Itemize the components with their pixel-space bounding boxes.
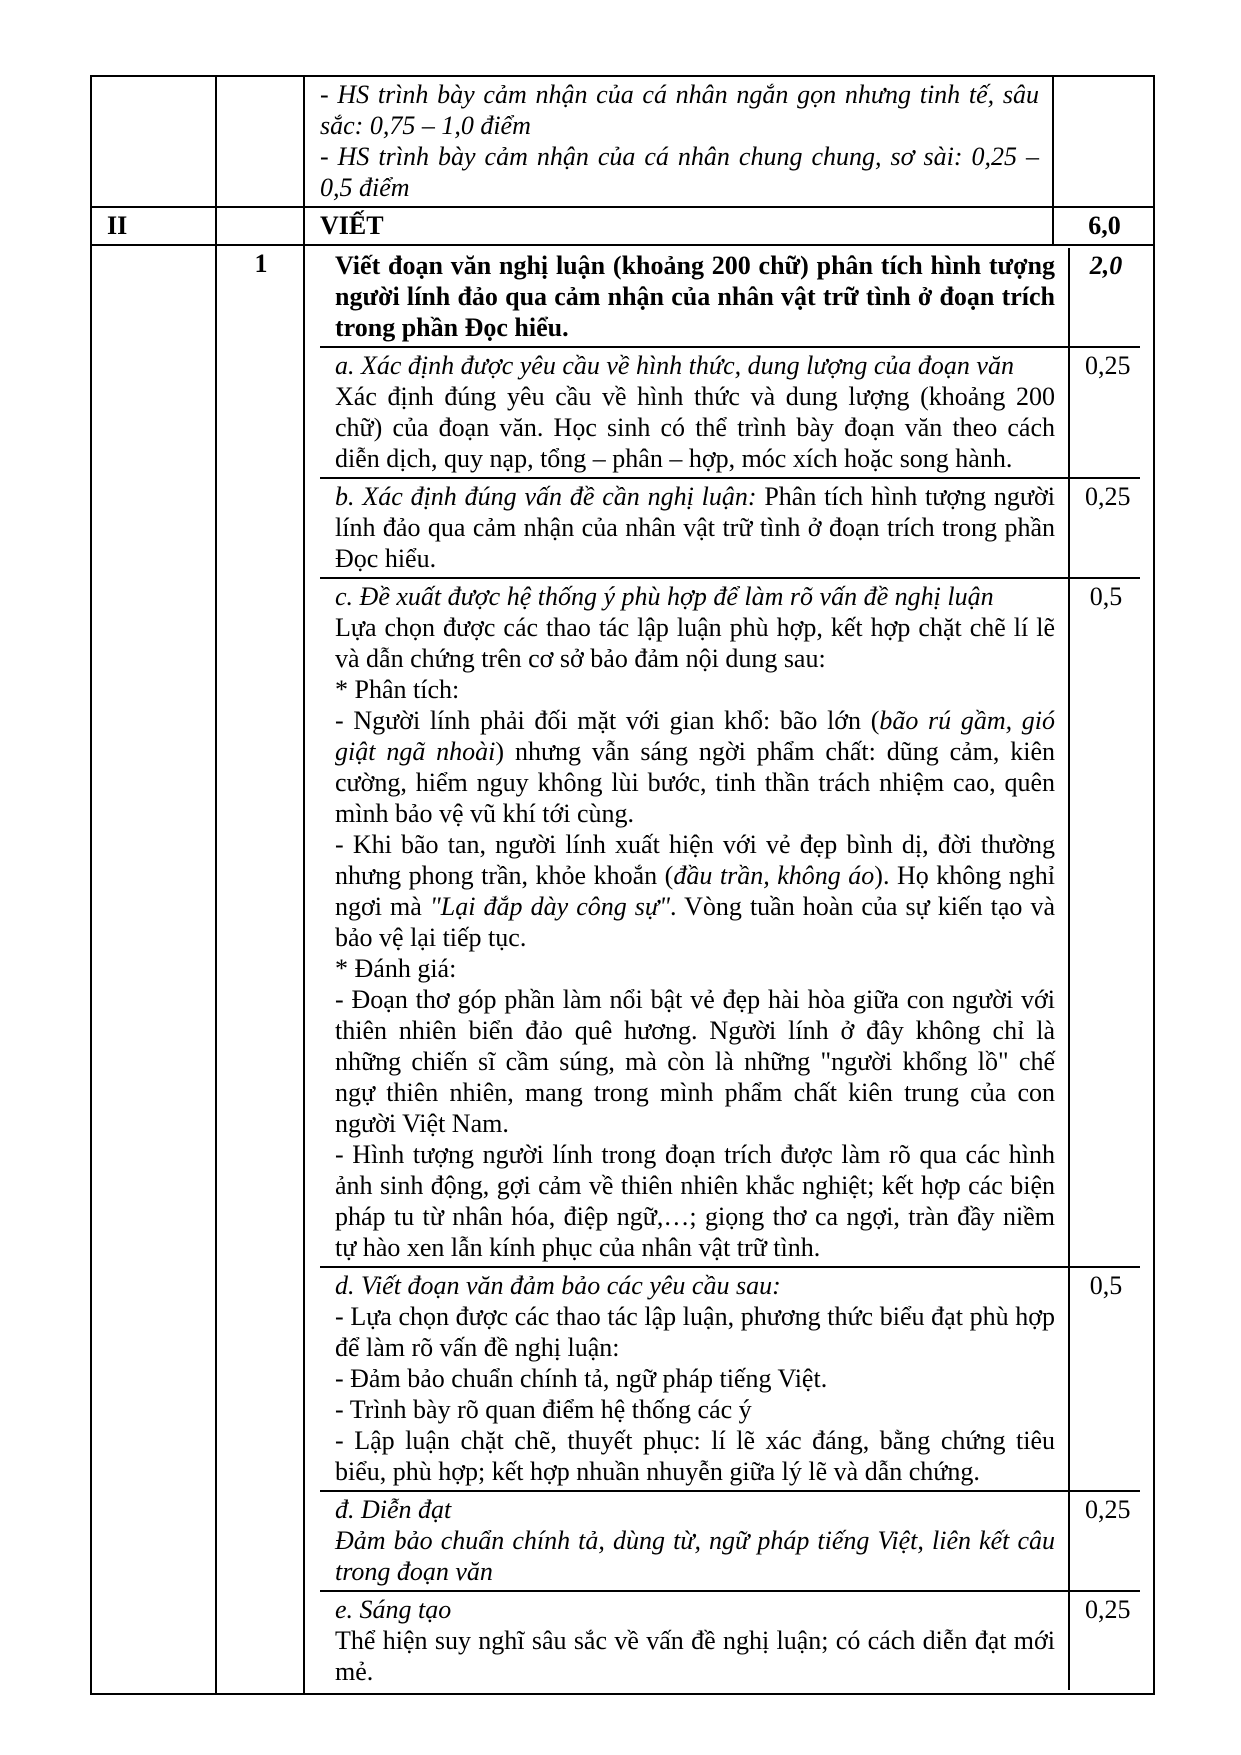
paragraph (335, 1139, 1055, 1263)
paragraph (335, 1594, 1055, 1625)
points-value: 2,0 (1089, 251, 1123, 280)
text-run: - Lựa chọn được các thao tác lập luận, phương thức biểu đạt phù hợp để làm rõ vấn đề nghị luận: (335, 1302, 1055, 1362)
paragraph (335, 1301, 1055, 1363)
criteria-row (320, 347, 1140, 478)
rubric-table (90, 75, 1153, 1695)
cell-points (1053, 207, 1154, 245)
table-row (91, 245, 1154, 1694)
text-run: Thể hiện suy nghĩ sâu sắc về vấn đề nghị luận; có cách diễn đạt mới mẻ. (335, 1626, 1055, 1686)
paragraph (335, 350, 1055, 381)
cell-question-number: 1 (216, 245, 304, 1694)
cell-section-number (91, 76, 216, 207)
points-value: 0,5 (1089, 582, 1123, 611)
criteria-content (320, 248, 1069, 347)
text-run: - Lập luận chặt chẽ, thuyết phục: lí lẽ xác đáng, bằng chứng tiêu biểu, phù hợp; kết hợp nhuần nhuyễn giữa lý lẽ và dẫn chứng. (335, 1426, 1055, 1486)
paragraph (335, 1525, 1055, 1587)
cell-section-number: II (91, 207, 216, 245)
cell-points (1053, 76, 1154, 207)
table-row (91, 76, 1154, 207)
criteria-content (320, 1491, 1069, 1591)
points-value: 0,25 (1085, 351, 1131, 380)
paragraph (335, 1270, 1055, 1301)
text-run: e. Sáng tạo (335, 1595, 452, 1624)
text-run: bão rú gầm, gió giật ngã nhoài (335, 706, 1055, 766)
paragraph (335, 1394, 1055, 1425)
paragraph (320, 141, 1039, 203)
cell-subtable (304, 245, 1154, 1694)
points-value: 6,0 (1088, 211, 1121, 240)
criteria-points (1069, 578, 1140, 1267)
criteria-points (1069, 1591, 1140, 1690)
points-value: 0,25 (1085, 482, 1131, 511)
text-run: - Người lính phải đối mặt với gian khổ: bão lớn ( (335, 706, 880, 735)
text-run: a. Xác định được yêu cầu về hình thức, dung lượng của đoạn văn (335, 351, 1014, 380)
criteria-points (1069, 478, 1140, 578)
text-run: Phân tích hình tượng người lính đảo qua cảm nhận của nhân vật trữ tình ở đoạn trích trong phần Đọc hiểu. (335, 482, 1056, 573)
text-run: ) nhưng vẫn sáng ngời phẩm chất: dũng cảm, kiên cường, hiểm nguy không lùi bước, tinh thần trách nhiệm cao, quên mình bảo vệ vũ khí tới cùng. (335, 737, 1056, 828)
text-run: . Vòng tuần hoàn của sự kiến tạo và bảo vệ lại tiếp tục. (335, 892, 1055, 952)
criteria-row (320, 248, 1140, 347)
text-run: - Đoạn thơ góp phần làm nổi bật vẻ đẹp hài hòa giữa con người với thiên nhiên biển đảo quê hương. Người lính ở đây không chỉ là những chiến sĩ cầm súng, mà còn là những "người khổng lồ" chế ngự thiên nhiên, mang trong mình phẩm chất kiên trung của con người Việt Nam. (335, 985, 1055, 1138)
paragraph (335, 381, 1055, 474)
criteria-row (320, 1267, 1140, 1491)
grading-rubric-table (90, 75, 1155, 1695)
paragraph (335, 481, 1055, 574)
cell-content (304, 207, 1053, 245)
paragraph (335, 1494, 1055, 1525)
text-run: d. Viết đoạn văn đảm bảo các yêu cầu sau: (335, 1271, 781, 1300)
criteria-points (1069, 347, 1140, 478)
paragraph (335, 705, 1055, 829)
criteria-row (320, 578, 1140, 1267)
text-run: * Đánh giá: (335, 954, 457, 983)
cell-section-number (91, 245, 216, 1694)
paragraph (335, 581, 1055, 612)
text-run: c. Đề xuất được hệ thống ý phù hợp để làm rõ vấn đề nghị luận (335, 582, 994, 611)
cell-content (304, 76, 1053, 207)
text-run: - HS trình bày cảm nhận của cá nhân chung chung, sơ sài: 0,25 – 0,5 điểm (320, 142, 1039, 202)
text-run: - Hình tượng người lính trong đoạn trích được làm rõ qua các hình ảnh sinh động, gợi cảm về thiên nhiên khắc nghiệt; kết hợp các biện pháp tu từ nhân hóa, điệp ngữ,…; giọng thơ ca ngợi, tràn đầy niềm tự hào xen lẫn kính phục của nhân vật trữ tình. (335, 1140, 1055, 1262)
paragraph (335, 1363, 1055, 1394)
criteria-points (1069, 248, 1140, 347)
criteria-points (1069, 1491, 1140, 1591)
criteria-row (320, 478, 1140, 578)
points-value: 0,25 (1085, 1495, 1131, 1524)
criteria-content (320, 1267, 1069, 1491)
criteria-content (320, 347, 1069, 478)
paragraph (335, 674, 1055, 705)
table-row (91, 207, 1154, 245)
criteria-points (1069, 1267, 1140, 1491)
cell-question-number (216, 76, 304, 207)
paragraph (335, 1625, 1055, 1687)
paragraph (335, 829, 1055, 953)
paragraph (335, 1425, 1055, 1487)
text-run: Viết đoạn văn nghị luận (khoảng 200 chữ) phân tích hình tượng người lính đảo qua cảm nhận của nhân vật trữ tình ở đoạn trích trong phần Đọc hiểu. (335, 251, 1055, 342)
criteria-row (320, 1491, 1140, 1591)
text-run: - Đảm bảo chuẩn chính tả, ngữ pháp tiếng Việt. (335, 1364, 828, 1393)
text-run: "Lại đắp dày công sự" (429, 892, 671, 921)
criteria-row (320, 1591, 1140, 1690)
paragraph (335, 250, 1055, 343)
text-run: - Khi bão tan, người lính xuất hiện với vẻ đẹp bình dị, đời thường nhưng phong trần, khỏe khoắn ( (335, 830, 1055, 890)
text-run: Lựa chọn được các thao tác lập luận phù hợp, kết hợp chặt chẽ lí lẽ và dẫn chứng trên cơ sở bảo đảm nội dung sau: (335, 613, 1055, 673)
cell-question-number (216, 207, 304, 245)
paragraph (335, 612, 1055, 674)
criteria-content (320, 1591, 1069, 1690)
paragraph (335, 953, 1055, 984)
criteria-content (320, 478, 1069, 578)
text-run: ). Họ không nghỉ ngơi mà (335, 861, 1055, 921)
text-run: Xác định đúng yêu cầu về hình thức và dung lượng (khoảng 200 chữ) của đoạn văn. Học sinh có thể trình bày đoạn văn theo cách diễn dịch, quy nạp, tổng – phân – hợp, móc xích hoặc song hành. (335, 382, 1055, 473)
text-run: VIẾT (320, 211, 384, 240)
text-run: b. Xác định đúng vấn đề cần nghị luận: (335, 482, 765, 511)
text-run: đầu trần, không áo (673, 861, 875, 890)
points-value: 0,5 (1089, 1271, 1123, 1300)
text-run: đ. Diễn đạt (335, 1495, 452, 1524)
criteria-subtable (320, 248, 1140, 1690)
paragraph (320, 79, 1039, 141)
points-value: 0,25 (1085, 1595, 1131, 1624)
text-run: Đảm bảo chuẩn chính tả, dùng từ, ngữ pháp tiếng Việt, liên kết câu trong đoạn văn (335, 1526, 1055, 1586)
paragraph (335, 984, 1055, 1139)
paragraph (320, 210, 1039, 241)
criteria-content (320, 578, 1069, 1267)
text-run: - HS trình bày cảm nhận của cá nhân ngắn gọn nhưng tinh tế, sâu sắc: 0,75 – 1,0 điểm (320, 80, 1039, 140)
text-run: * Phân tích: (335, 675, 460, 704)
text-run: - Trình bày rõ quan điểm hệ thống các ý (335, 1395, 752, 1424)
